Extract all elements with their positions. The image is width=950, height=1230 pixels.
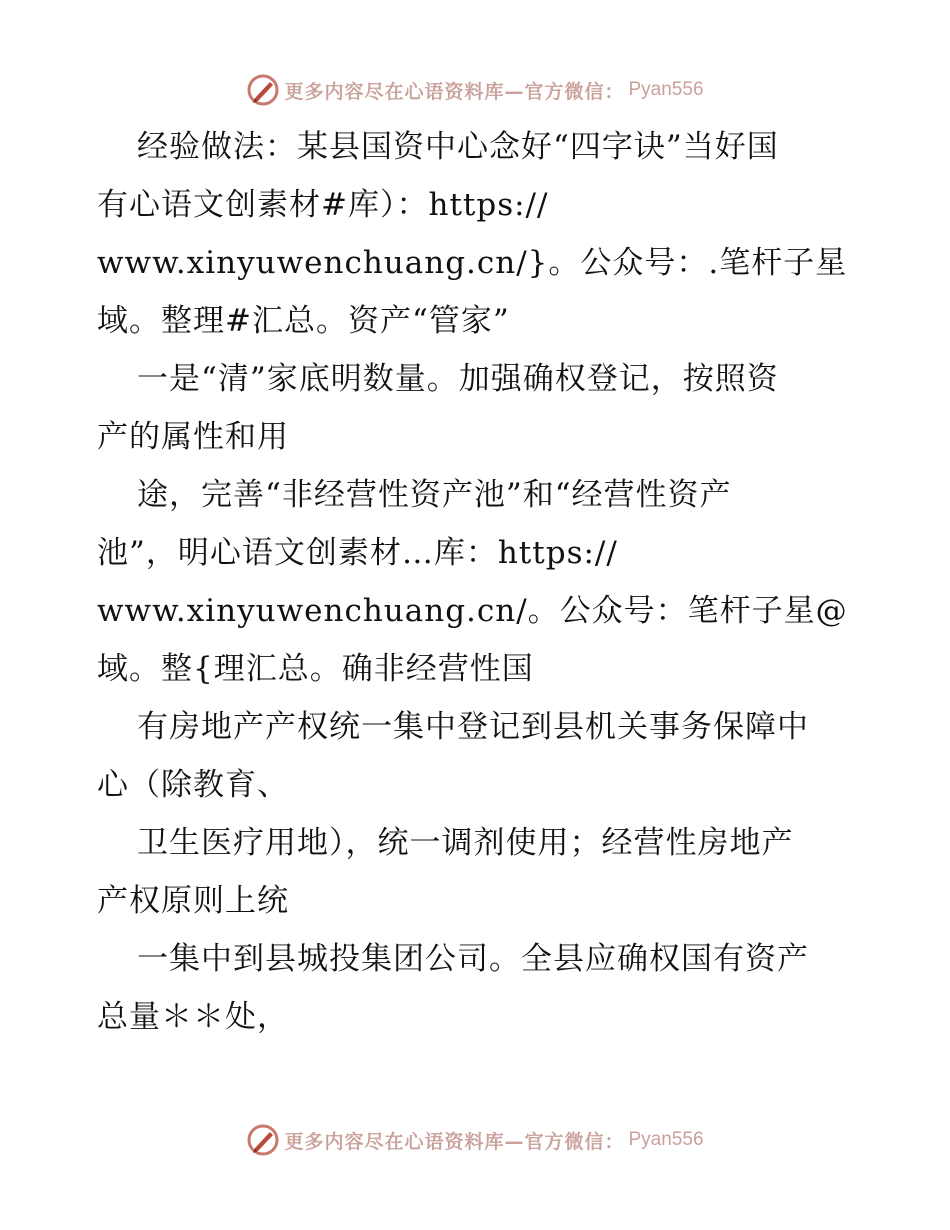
- body-line: www.xinyuwenchuang.cn/。公众号：笔杆子星@: [97, 593, 848, 629]
- header-banner-text: 更多内容尽在心语资料库—官方微信：: [284, 80, 625, 103]
- document-body: [97, 118, 857, 1046]
- footer-banner-text: 更多内容尽在心语资料库—官方微信：: [284, 1130, 625, 1153]
- body-line: 池”，明心语文创素材…库：https://: [97, 535, 618, 571]
- footer-banner-handle: Pyan556: [628, 1129, 704, 1150]
- body-line: www.xinyuwenchuang.cn/}。公众号：.笔杆子星: [97, 245, 848, 281]
- body-line: 经验做法：某县国资中心念好“四字诀”当好国: [137, 129, 779, 165]
- header-banner-handle: Pyan556: [628, 79, 704, 100]
- header-watermark-banner: [0, 70, 950, 110]
- body-line: 心（除教育、: [97, 767, 289, 803]
- body-line: 域。整{理汇总。确非经营性国: [97, 651, 534, 687]
- footer-watermark-banner: [0, 1120, 950, 1160]
- pen-logo-icon: [246, 73, 280, 107]
- body-line: 卫生医疗用地），统一调剂使用；经营性房地产: [137, 825, 794, 861]
- body-line: 产权原则上统: [97, 883, 289, 919]
- body-line: 途，完善“非经营性资产池”和“经营性资产: [137, 477, 732, 513]
- body-line: 有心语文创素材#库）：https://: [97, 187, 549, 223]
- body-line: 产的属性和用: [97, 419, 289, 455]
- body-line: 总量＊＊处，: [97, 999, 289, 1035]
- body-line: 一集中到县城投集团公司。全县应确权国有资产: [137, 941, 809, 977]
- body-line: 有房地产产权统一集中登记到县机关事务保障中: [137, 709, 809, 745]
- body-line: 一是“清”家底明数量。加强确权登记，按照资: [137, 361, 779, 397]
- pen-logo-icon: [246, 1123, 280, 1157]
- body-line: 域。整理#汇总。资产“管家”: [97, 303, 510, 339]
